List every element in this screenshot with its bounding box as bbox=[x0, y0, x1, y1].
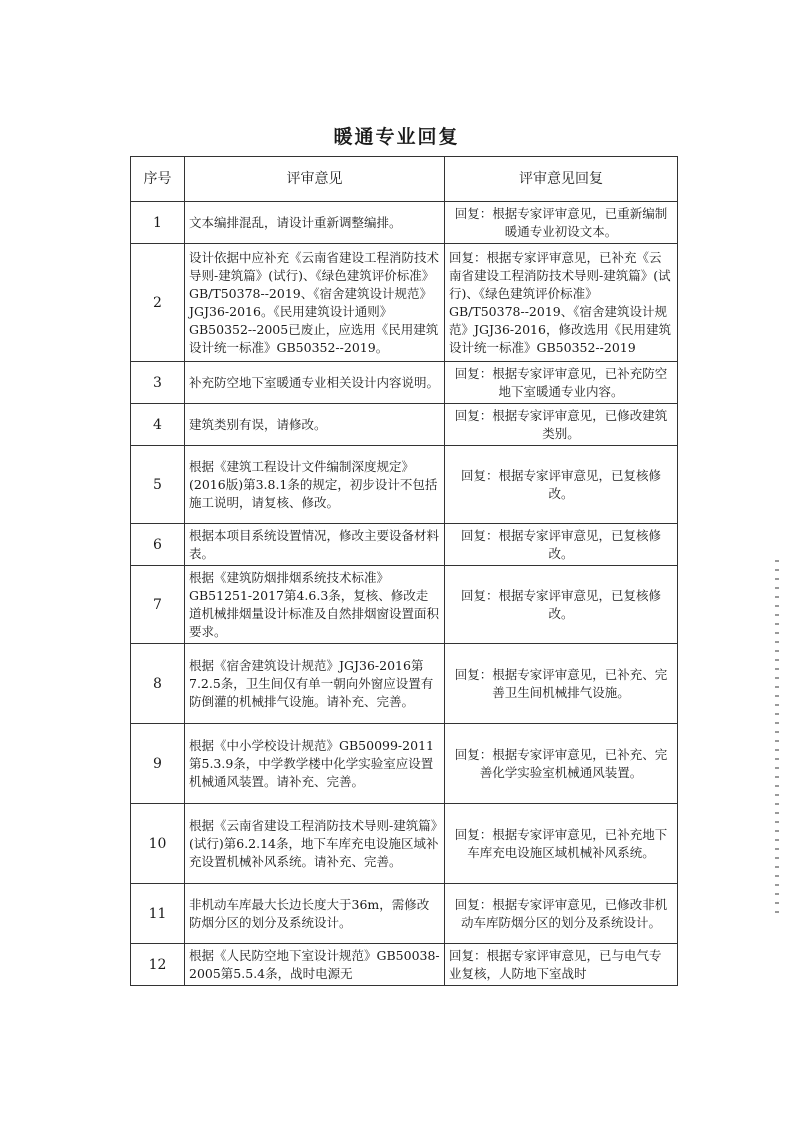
review-reply: 回复：根据专家评审意见，已补充、完善化学实验室机械通风装置。 bbox=[445, 724, 678, 804]
review-reply: 回复：根据专家评审意见，已与电气专业复核，人防地下室战时 bbox=[445, 944, 678, 986]
review-reply: 回复：根据专家评审意见，已修改非机动车库防烟分区的划分及系统设计。 bbox=[445, 884, 678, 944]
row-number: 12 bbox=[131, 944, 185, 986]
row-number: 2 bbox=[131, 244, 185, 362]
review-opinion: 根据本项目系统设置情况，修改主要设备材料表。 bbox=[185, 524, 445, 566]
row-number: 5 bbox=[131, 446, 185, 524]
header-reply: 评审意见回复 bbox=[445, 157, 678, 202]
scan-edge-mark bbox=[775, 560, 779, 920]
row-number: 1 bbox=[131, 202, 185, 244]
review-reply: 回复：根据专家评审意见，已复核修改。 bbox=[445, 446, 678, 524]
review-opinion: 根据《建筑工程设计文件编制深度规定》(2016版)第3.8.1条的规定，初步设计不包括施工说明，请复核、修改。 bbox=[185, 446, 445, 524]
review-reply: 回复：根据专家评审意见，已补充、完善卫生间机械排气设施。 bbox=[445, 644, 678, 724]
review-reply: 回复：根据专家评审意见，已补充《云南省建设工程消防技术导则-建筑篇》(试行)、《绿色建筑评价标准》GB/T50378--2019、《宿舍建筑设计规范》JGJ36-2016，修改选用《民用建筑设计统一标准》GB50352--2019 bbox=[445, 244, 678, 362]
row-number: 7 bbox=[131, 566, 185, 644]
review-opinion: 根据《宿舍建筑设计规范》JGJ36-2016第7.2.5条，卫生间仅有单一朝向外窗应设置有防倒灌的机械排气设施。请补充、完善。 bbox=[185, 644, 445, 724]
table-row bbox=[131, 884, 678, 944]
row-number: 3 bbox=[131, 362, 185, 404]
review-reply: 回复：根据专家评审意见，已修改建筑类别。 bbox=[445, 404, 678, 446]
row-number: 10 bbox=[131, 804, 185, 884]
table-row bbox=[131, 524, 678, 566]
table-row bbox=[131, 202, 678, 244]
review-opinion: 设计依据中应补充《云南省建设工程消防技术导则-建筑篇》(试行)、《绿色建筑评价标准》GB/T50378--2019、《宿舍建筑设计规范》JGJ36-2016。《民用建筑设计通则》GB50352--2005已废止，应选用《民用建筑设计统一标准》GB50352--2019。 bbox=[185, 244, 445, 362]
table-row bbox=[131, 724, 678, 804]
table-row bbox=[131, 644, 678, 724]
review-opinion: 补充防空地下室暖通专业相关设计内容说明。 bbox=[185, 362, 445, 404]
review-opinion: 建筑类别有误，请修改。 bbox=[185, 404, 445, 446]
review-table bbox=[130, 156, 678, 986]
row-number: 4 bbox=[131, 404, 185, 446]
header-no: 序号 bbox=[131, 157, 185, 202]
review-reply: 回复：根据专家评审意见，已重新编制暖通专业初设文本。 bbox=[445, 202, 678, 244]
row-number: 6 bbox=[131, 524, 185, 566]
review-reply: 回复：根据专家评审意见，已补充防空地下室暖通专业内容。 bbox=[445, 362, 678, 404]
page-title: 暖通专业回复 bbox=[333, 126, 460, 148]
row-number: 9 bbox=[131, 724, 185, 804]
table-row bbox=[131, 566, 678, 644]
table-row bbox=[131, 404, 678, 446]
review-opinion: 文本编排混乱，请设计重新调整编排。 bbox=[185, 202, 445, 244]
review-opinion: 根据《建筑防烟排烟系统技术标准》GB51251-2017第4.6.3条，复核、修改走道机械排烟量设计标准及自然排烟窗设置面积要求。 bbox=[185, 566, 445, 644]
review-opinion: 根据《中小学校设计规范》GB50099-2011第5.3.9条，中学教学楼中化学实验室应设置机械通风装置。请补充、完善。 bbox=[185, 724, 445, 804]
table-row bbox=[131, 804, 678, 884]
review-reply: 回复：根据专家评审意见，已补充地下车库充电设施区域机械补风系统。 bbox=[445, 804, 678, 884]
review-opinion: 根据《人民防空地下室设计规范》GB50038-2005第5.5.4条，战时电源无 bbox=[185, 944, 445, 986]
table-row bbox=[131, 446, 678, 524]
table-header-row bbox=[131, 157, 678, 202]
review-reply: 回复：根据专家评审意见，已复核修改。 bbox=[445, 524, 678, 566]
review-reply: 回复：根据专家评审意见，已复核修改。 bbox=[445, 566, 678, 644]
table-row bbox=[131, 944, 678, 986]
review-opinion: 非机动车库最大长边长度大于36m，需修改防烟分区的划分及系统设计。 bbox=[185, 884, 445, 944]
header-opinion: 评审意见 bbox=[185, 157, 445, 202]
row-number: 11 bbox=[131, 884, 185, 944]
table-row bbox=[131, 244, 678, 362]
row-number: 8 bbox=[131, 644, 185, 724]
table-row bbox=[131, 362, 678, 404]
review-opinion: 根据《云南省建设工程消防技术导则-建筑篇》(试行)第6.2.14条，地下车库充电设施区域补充设置机械补风系统。请补充、完善。 bbox=[185, 804, 445, 884]
